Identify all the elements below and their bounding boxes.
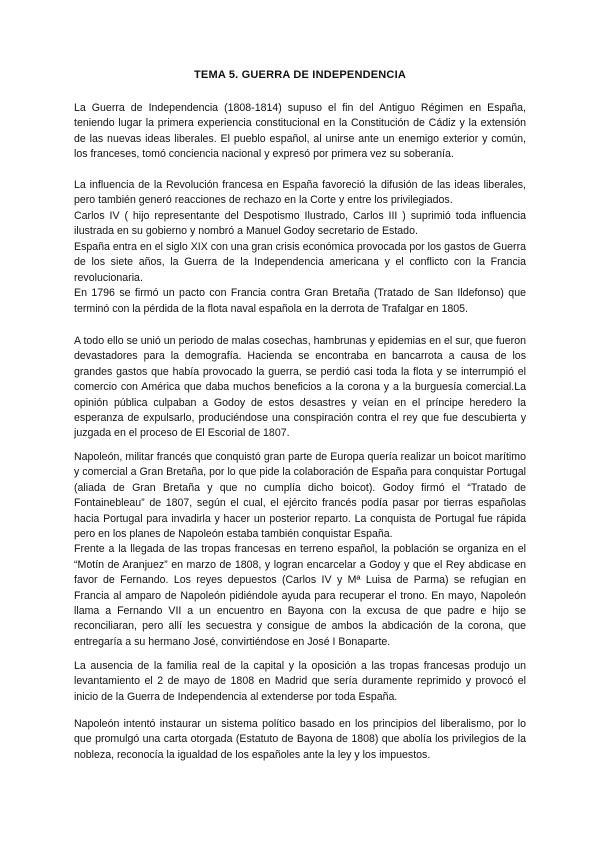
paragraph-bayona-statute	[74, 717, 526, 763]
paragraph-text: La Guerra de Independencia (1808-1814) supuso el fin del Antiguo Régimen en España, teniendo lugar la primera experiencia constitucional en la Constitución de Cádiz y la extensión de las nuevas ideas liberales. El pueblo español, al unirse ante un enemigo exterior y común, los franceses, tomó conciencia nacional y expresó por primera vez su soberanía.	[74, 102, 526, 161]
paragraph-text: España entra en el siglo XIX con una gran crisis económica provocada por los gastos de Guerra de los siete años, la Guerra de la Independencia americana y el conflicto con la Francia revolucionaria.	[74, 241, 526, 284]
paragraph-text: La influencia de la Revolución francesa en España favoreció la difusión de las ideas liberales, pero también generó reacciones de rechazo en la Corte y entre los privilegiados.	[74, 179, 526, 207]
paragraph-text: Frente a la llegada de las tropas francesas en terreno español, la población se organiza en el “Motín de Aranjuez” en marzo de 1808, y logran encarcelar a Godoy y que el Rey abdicase en favor de Fernando. Los reyes depuestos (Carlos IV y Mª Luisa de Parma) se refugian en Francia al amparo de Napoleón pidiéndole ayuda para recuperar el trono. En mayo, Napoleón llama a Fernando VII a un encuentro en Bayona con la excusa de que padre e hijo se reconciliaran, pero allí les secuestra y consigue de ambos la abdicación de la corona, que entregaría a su hermano José, convirtiéndose en José I Bonaparte.	[74, 543, 526, 648]
paragraph-text: Carlos IV ( hijo representante del Despotismo Ilustrado, Carlos III ) suprimió toda influencia ilustrada en su gobierno y nombró a Manuel Godoy secretario de Estado.	[74, 209, 526, 238]
paragraph-text: Napoleón intentó instaurar un sistema político basado en los principios del liberalismo, por lo que promulgó una carta otorgada (Estatuto de Bayona de 1808) que abolía los privilegios de la nobleza, reconocía la igualdad de los españoles ante la ley y los impuestos.	[74, 718, 526, 761]
paragraph-economic-crisis	[74, 240, 526, 317]
paragraph-bad-harvests	[74, 334, 526, 442]
page-title: TEMA 5. GUERRA DE INDEPENDENCIA	[194, 69, 406, 81]
paragraph-uprising	[74, 659, 526, 705]
paragraph-revolution-influence	[74, 178, 526, 240]
paragraph-text: En 1796 se firmó un pacto con Francia contra Gran Bretaña (Tratado de San Ildefonso) que terminó con la pérdida de la flota naval española en la derrota de Trafalgar en 1805.	[74, 287, 526, 315]
paragraph-napoleon	[74, 450, 526, 650]
paragraph-text: Napoleón, militar francés que conquistó gran parte de Europa quería realizar un boicot marítimo y comercial a Gran Bretaña, por lo que pide la colaboración de España para conquistar Portugal (aliada de Gran Bretaña y que no cumplía dicho boicot). Godoy firmó el “Tratado de Fontainebleau” de 1807, según el cual, el ejército francés podía pasar por tierras españolas hacia Portugal para invadirla y hacer un posterior reparto. La conquista de Portugal fue rápida pero en los planes de Napoleón estaba también conquistar España.	[74, 451, 526, 541]
paragraph-intro	[74, 101, 526, 163]
paragraph-text: La ausencia de la familia real de la capital y la oposición a las tropas francesas produjo un levantamiento el 2 de mayo de 1808 en Madrid que sería duramente reprimido y provocó el inicio de la Guerra de Independencia al extenderse por toda España.	[74, 660, 526, 703]
paragraph-text: A todo ello se unió un periodo de malas cosechas, hambrunas y epidemias en el sur, que fueron devastadores para la demografía. Hacienda se encontraba en bancarrota a causa de los grandes gastos que había provocado la guerra, se perdió casi toda la flota y se interrumpió el comercio con América que daba muchos beneficios a la corona y a la burguesía comercial.La opinión pública culpaban a Godoy de estos desastres y veían en el príncipe heredero la esperanza de expulsarlo, produciéndose una conspiración contra el rey que fue descubierta y juzgada en el proceso de El Escorial de 1807.	[74, 335, 526, 440]
